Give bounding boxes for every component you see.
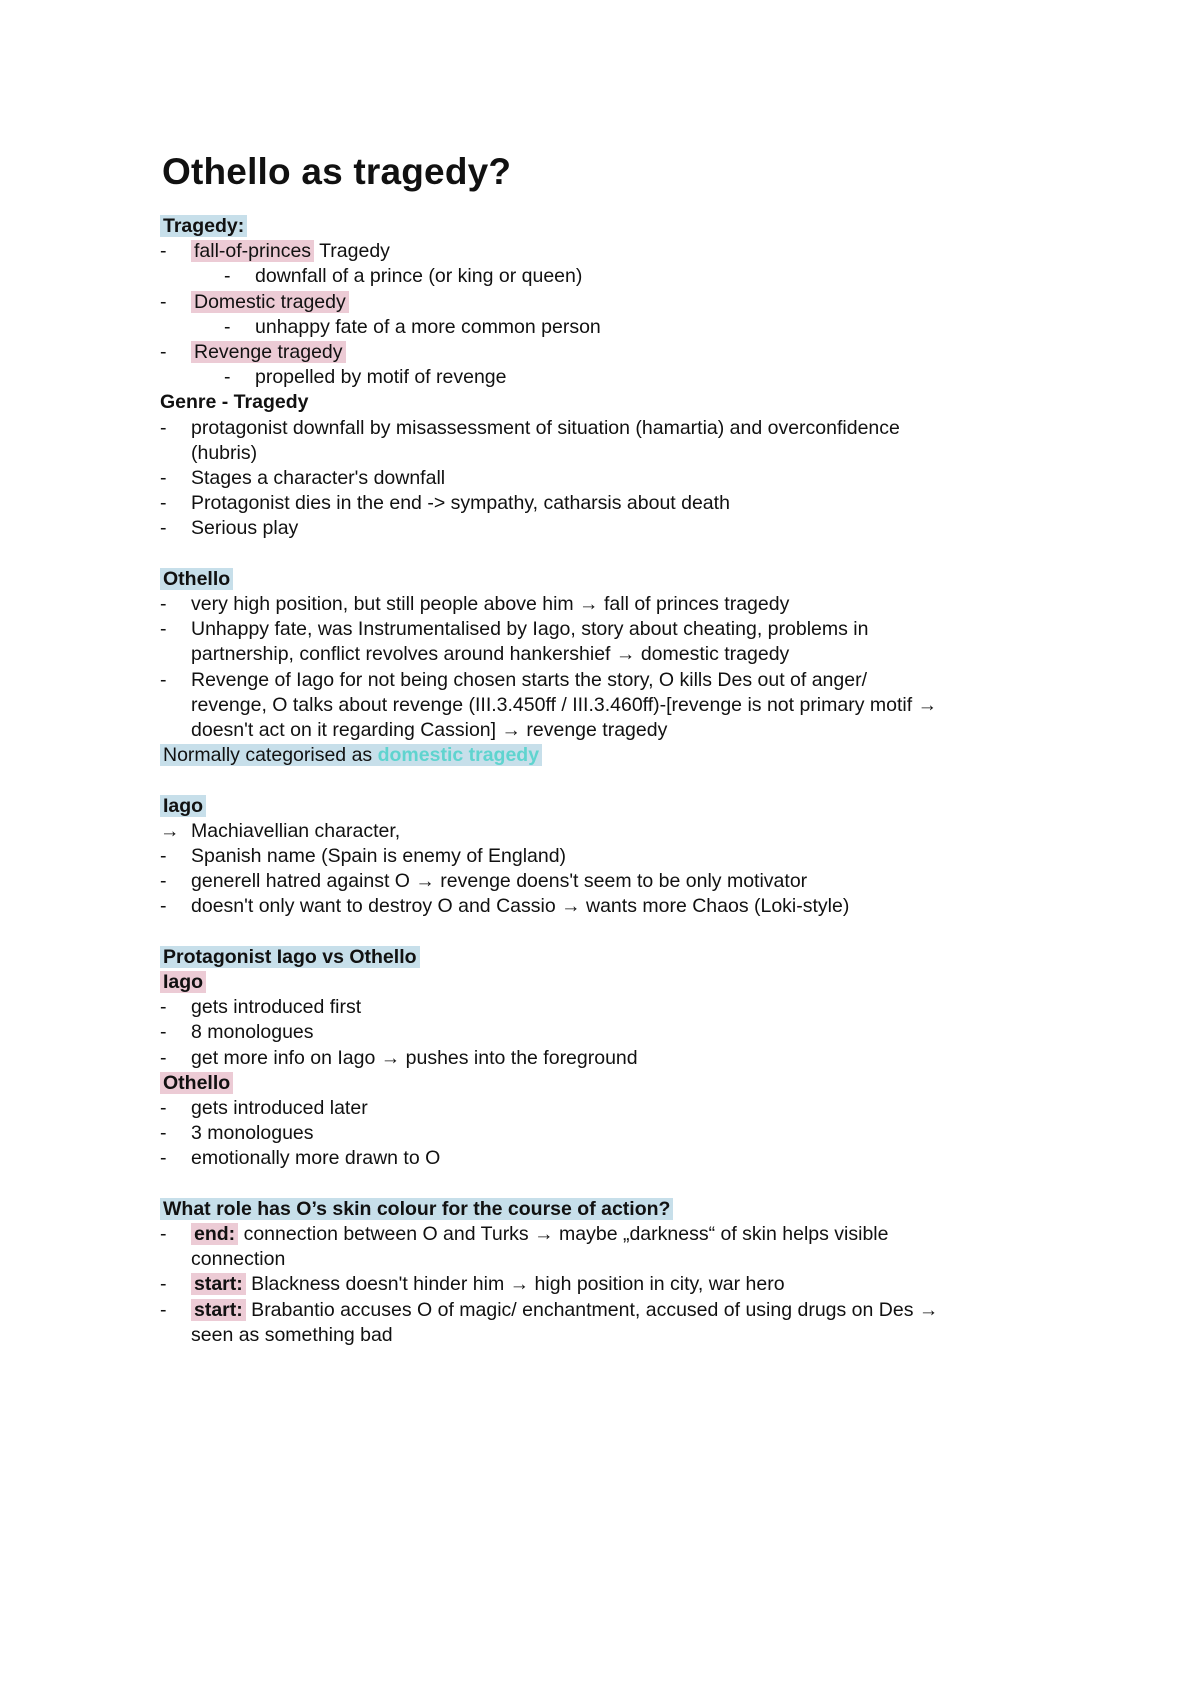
list-item [160,1222,1060,1247]
list-dash: - [160,895,167,918]
list-dash: - [160,492,167,515]
list-dash: - [160,1273,167,1296]
list-item [160,869,1060,894]
list-item [160,617,1060,642]
skin-text-cont: seen as something bad [191,1323,393,1346]
protagonist-othello-label-line [160,1071,1060,1096]
spacer [160,920,1060,945]
sub-list-item [160,264,1060,289]
list-dash: - [160,1046,167,1069]
list-dash: - [160,618,167,641]
othello-item: Revenge of Iago for not being chosen starts the story, O kills Des out of anger/ [191,668,868,691]
iago-heading: Iago [160,795,206,817]
list-item [160,290,1060,315]
othello-item: partnership, conflict revolves around hankershief → domestic tragedy [191,643,790,666]
list-dash: - [160,996,167,1019]
tragedy-sub: downfall of a prince (or king or queen) [255,265,583,288]
summary-prefix: Normally categorised as [163,744,378,767]
iago-item: generell hatred against O → revenge doens't seem to be only motivator [191,870,808,893]
list-item [160,466,1060,491]
spacer [160,1172,1060,1197]
iago-item: Spanish name (Spain is enemy of England) [191,845,567,868]
list-item [160,340,1060,365]
skin-text-cont: connection [191,1248,286,1271]
spacer [160,542,1060,567]
tragedy-heading-line [160,214,1060,239]
list-dash: - [224,366,231,389]
othello-heading-line [160,567,1060,592]
list-dash: - [160,290,167,313]
othello-summary [160,744,542,766]
list-item [160,516,1060,541]
skin-text: Blackness doesn't hinder him → high position in city, war hero [245,1273,785,1296]
tragedy-sub: unhappy fate of a more common person [255,315,601,338]
list-dash: - [160,341,167,364]
list-item-continuation [160,693,1060,718]
othello-item: revenge, O talks about revenge (III.3.450ff / III.3.460ff)-[revenge is not primary motif → [191,693,938,716]
list-dash: - [160,517,167,540]
list-item-continuation [160,642,1060,667]
list-item [160,592,1060,617]
list-item [160,416,1060,441]
iago-item: doesn't only want to destroy O and Cassio → wants more Chaos (Loki-style) [191,895,850,918]
list-item [160,995,1060,1020]
iago-heading-line [160,794,1060,819]
protagonist-othello-item: 3 monologues [191,1122,314,1145]
list-dash: - [160,1021,167,1044]
list-dash: - [160,870,167,893]
list-item [160,239,1060,264]
list-dash: - [160,1223,167,1246]
genre-item: Serious play [191,517,299,540]
list-item [160,1146,1060,1171]
list-dash: - [160,1298,167,1321]
list-dash: - [224,315,231,338]
spacer [160,768,1060,793]
list-item [160,1298,1060,1323]
tragedy-term: Revenge tragedy [191,341,346,363]
genre-item: Protagonist dies in the end -> sympathy, catharsis about death [191,492,730,515]
tragedy-heading: Tragedy: [160,215,247,237]
summary-highlight: domestic tragedy [377,744,540,767]
othello-item: Unhappy fate, was Instrumentalised by Iago, story about cheating, problems in [191,618,869,641]
list-item [160,491,1060,516]
arrow-icon: → [160,819,180,842]
list-item [160,894,1060,919]
protagonist-heading-line [160,945,1060,970]
sub-list-item [160,365,1060,390]
list-item [160,1121,1060,1146]
list-dash: - [160,1122,167,1145]
othello-summary-line [160,743,1060,768]
list-item [160,668,1060,693]
tragedy-term: fall-of-princes [191,240,314,262]
protagonist-iago-item: 8 monologues [191,1021,314,1044]
tragedy-term-rest: Tragedy [314,240,390,263]
tragedy-sub: propelled by motif of revenge [255,366,507,389]
genre-item: protagonist downfall by misassessment of situation (hamartia) and overconfidence [191,416,900,439]
skin-heading: What role has O’s skin colour for the course of action? [160,1198,673,1220]
skin-label: end: [191,1223,238,1245]
genre-item: (hubris) [191,441,258,464]
page-title: Othello as tragedy? [162,151,512,192]
list-dash: - [160,1147,167,1170]
list-item [160,1096,1060,1121]
list-item [160,1020,1060,1045]
list-dash: - [160,668,167,691]
list-item-continuation [160,1247,1060,1272]
list-item [160,844,1060,869]
protagonist-iago-label-line [160,970,1060,995]
list-dash: - [160,467,167,490]
list-dash: - [160,240,167,263]
sub-list-item [160,315,1060,340]
list-item-continuation [160,441,1060,466]
list-item-continuation [160,1323,1060,1348]
skin-text: Brabantio accuses O of magic/ enchantment, accused of using drugs on Des → [245,1298,939,1321]
othello-heading: Othello [160,568,233,590]
skin-heading-line [160,1197,1060,1222]
list-item [160,819,1060,844]
genre-heading: Genre - Tragedy [160,391,309,414]
protagonist-heading: Protagonist Iago vs Othello [160,946,420,968]
protagonist-othello-item: emotionally more drawn to O [191,1147,441,1170]
genre-item: Stages a character's downfall [191,467,446,490]
list-item-continuation [160,718,1060,743]
protagonist-othello-label: Othello [160,1072,233,1094]
iago-item: Machiavellian character, [191,819,401,842]
protagonist-othello-item: gets introduced later [191,1097,368,1120]
list-dash: - [160,416,167,439]
list-dash: - [160,845,167,868]
list-dash: - [224,265,231,288]
othello-item: doesn't act on it regarding Cassion] → revenge tragedy [191,719,668,742]
document-content [160,150,1060,1348]
othello-item: very high position, but still people above him → fall of princes tragedy [191,593,790,616]
skin-label: start: [191,1299,246,1321]
list-dash: - [160,593,167,616]
skin-text: connection between O and Turks → maybe „darkness“ of skin helps visible [238,1223,889,1246]
protagonist-iago-label: Iago [160,971,206,993]
tragedy-term: Domestic tragedy [191,291,349,313]
list-dash: - [160,1097,167,1120]
protagonist-iago-item: get more info on Iago → pushes into the foreground [191,1046,638,1069]
list-item [160,1272,1060,1297]
protagonist-iago-item: gets introduced first [191,996,362,1019]
list-item [160,1046,1060,1071]
skin-label: start: [191,1273,246,1295]
